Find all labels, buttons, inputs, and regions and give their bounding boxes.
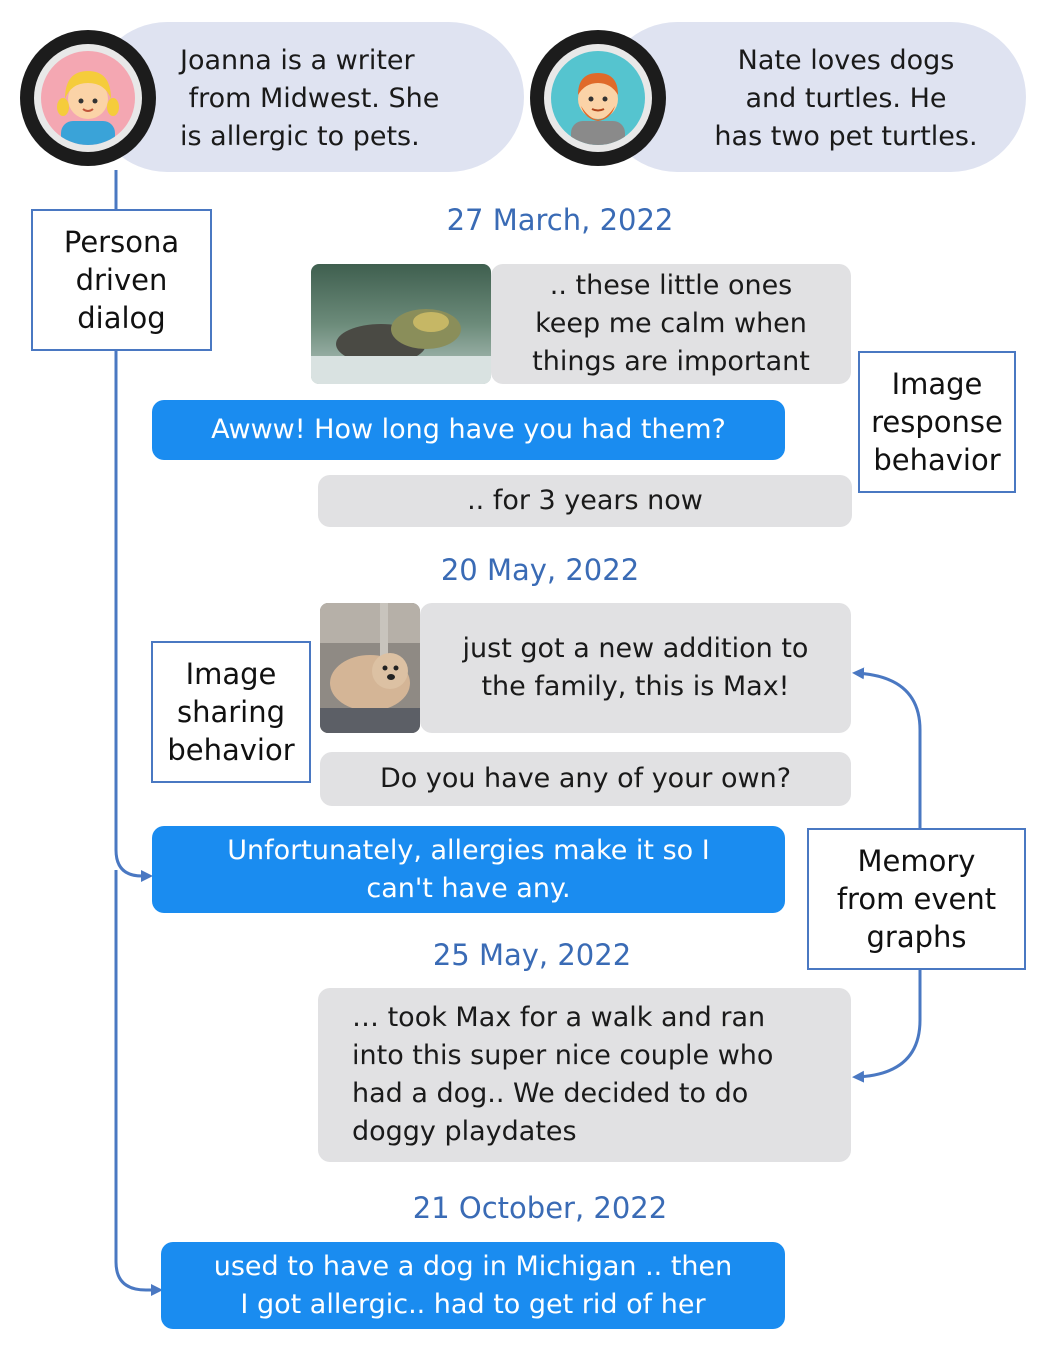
joanna-line-2: from Midwest. She (180, 83, 440, 114)
joanna-line-3: is allergic to pets. (180, 121, 420, 152)
image-sharing-behavior-label (151, 641, 311, 783)
message-line: .. for 3 years now (467, 485, 703, 516)
message-bubble-turtles (491, 264, 851, 384)
message-line: had a dog.. We decided to do (352, 1078, 749, 1109)
message-line: Awww! How long have you had them? (211, 414, 726, 445)
persona-driven-line-1: Persona (63, 225, 180, 259)
image-response-line-2: response (871, 405, 1003, 439)
message-bubble-allergies (152, 826, 785, 913)
image-response-line-1: Image (891, 367, 983, 401)
message-line: doggy playdates (352, 1116, 577, 1147)
persona-driven-dialog-label (31, 209, 212, 351)
session-date: 27 March, 2022 (446, 203, 674, 237)
joanna-line-1: Joanna is a writer (180, 45, 415, 76)
image-sharing-line-1: Image (185, 657, 277, 691)
session-date: 21 October, 2022 (412, 1191, 668, 1225)
message-bubble-3-years (318, 475, 852, 527)
image-sharing-line-3: behavior (167, 733, 295, 767)
joanna-persona-text (180, 42, 500, 156)
message-line: Unfortunately, allergies make it so I (227, 834, 710, 866)
persona-driven-line-2: driven (75, 263, 168, 297)
memory-arrow-down (855, 970, 920, 1077)
message-line: used to have a dog in Michigan .. then (213, 1250, 733, 1282)
nate-line-3: has two pet turtles. (714, 121, 978, 152)
memory-from-event-graphs-label (807, 828, 1026, 970)
session-date: 25 May, 2022 (432, 938, 632, 972)
message-line: … took Max for a walk and ran (352, 1002, 766, 1033)
memory-line-1: Memory (857, 844, 976, 878)
memory-line-2: from event (836, 882, 997, 916)
session-date: 20 May, 2022 (440, 553, 640, 587)
message-bubble-michigan (161, 1242, 785, 1329)
image-sharing-line-2: sharing (176, 695, 285, 729)
message-bubble-own (320, 752, 851, 806)
persona-line-bottom (116, 870, 160, 1290)
message-bubble-playdates (318, 988, 851, 1162)
message-line: can't have any. (366, 872, 571, 904)
message-line: keep me calm when (535, 308, 807, 339)
message-line: just got a new addition to (462, 633, 809, 664)
memory-line-3: graphs (866, 920, 967, 954)
nate-line-2: and turtles. He (745, 83, 947, 114)
image-response-behavior-label (858, 351, 1016, 493)
nate-line-1: Nate loves dogs (737, 45, 955, 76)
image-response-line-3: behavior (873, 443, 1001, 477)
persona-driven-line-3: dialog (77, 301, 166, 335)
message-line: .. these little ones (549, 270, 793, 301)
turtle-photo (311, 264, 491, 384)
message-bubble-how-long (152, 400, 785, 460)
message-line: Do you have any of your own? (379, 763, 792, 794)
girl-avatar-icon (20, 30, 156, 166)
dog-photo (320, 603, 420, 733)
message-bubble-max (420, 603, 851, 733)
message-line: things are important (532, 346, 810, 377)
message-line: the family, this is Max! (481, 671, 790, 702)
nate-persona-text (686, 42, 1006, 156)
memory-arrow-up (855, 673, 920, 828)
message-line: I got allergic.. had to get rid of her (240, 1288, 706, 1320)
message-line: into this super nice couple who (352, 1040, 774, 1071)
bearded-man-avatar-icon (530, 30, 666, 166)
